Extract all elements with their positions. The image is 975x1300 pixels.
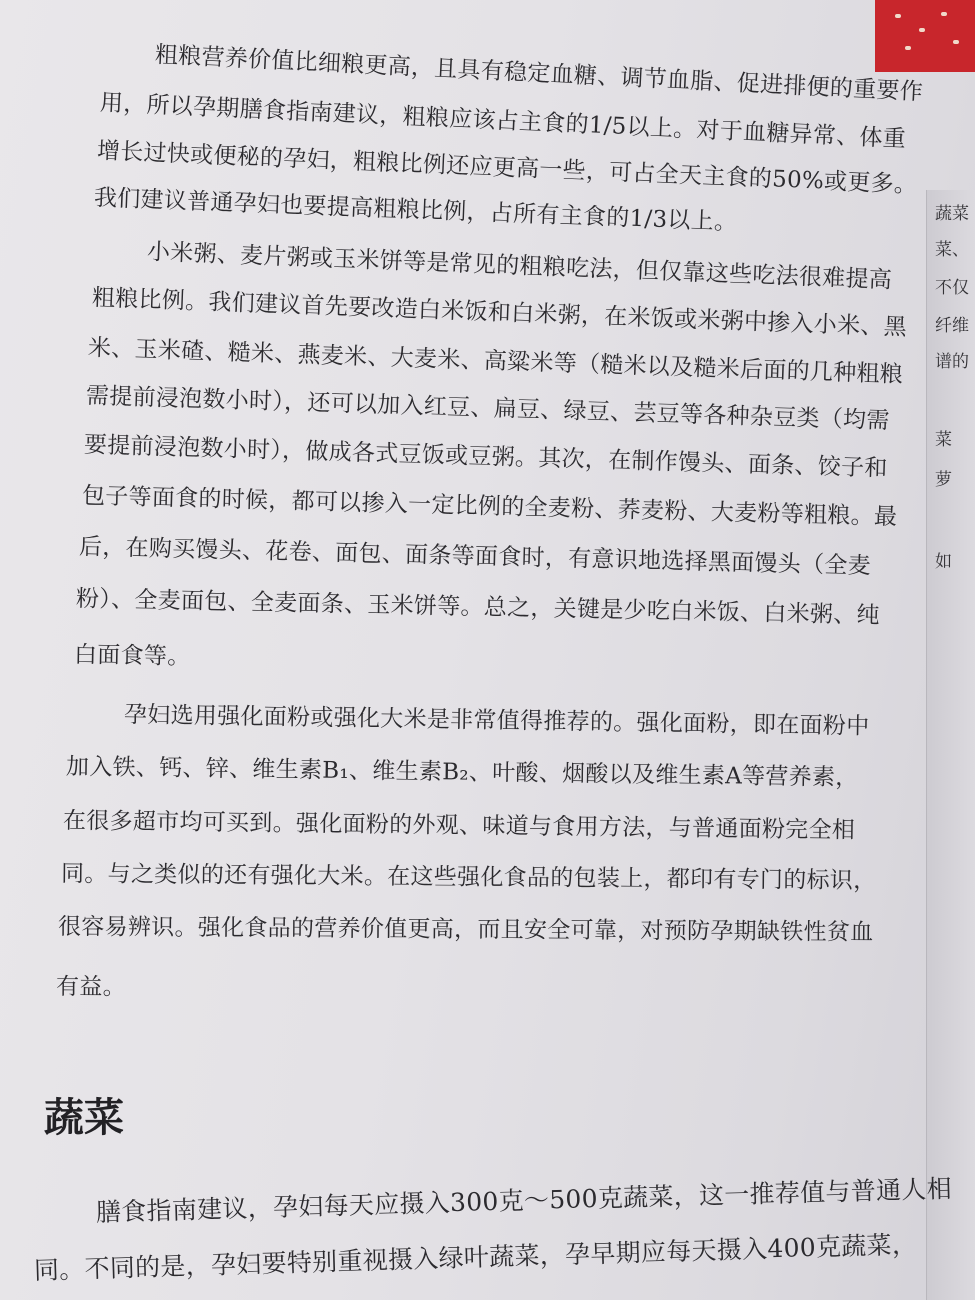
text-line: 粗粮比例。我们建议首先要改造白米饭和白米粥，在米饭或米粥中掺入小米、黑: [91, 285, 908, 341]
side-fragment: 纤维: [935, 316, 969, 336]
decoration-spot: [941, 12, 947, 16]
text-line: 加入铁、钙、锌、维生素B₁、维生素B₂、叶酸、烟酸以及维生素A等营养素，: [65, 754, 859, 792]
side-fragment: 蔬菜: [935, 204, 969, 224]
side-fragment: 萝: [935, 470, 952, 490]
section-heading-vegetables: 蔬菜: [44, 1095, 124, 1141]
text-line: 在很多超市均可买到。强化面粉的外观、味道与食用方法，与普通面粉完全相: [62, 808, 856, 844]
text-line: 很容易辨识。强化食品的营养价值更高，而且安全可靠，对预防孕期缺铁性贫血: [57, 914, 874, 946]
text-line: 粗粮营养价值比细粮更高，且具有稳定血糖、调节血脂、促进排便的重要作: [154, 42, 924, 106]
text-line: 膳食指南建议，孕妇每天应摄入300克～500克蔬菜，这一推荐值与普通人相: [95, 1174, 953, 1227]
text-line: 小米粥、麦片粥或玉米饼等是常见的粗粮吃法，但仅靠这些吃法很难提高: [146, 239, 893, 294]
text-line: 我们建议普通孕妇也要提高粗粮比例，占所有主食的1/3以上。: [93, 185, 738, 236]
text-line: 后，在购买馒头、花卷、面包、面条等面食时，有意识地选择黑面馒头（全麦: [78, 534, 872, 580]
text-line: 同。不同的是，孕妇要特别重视摄入绿叶蔬菜，孕早期应每天摄入400克蔬菜，: [33, 1229, 918, 1285]
text-line: 有益。: [55, 974, 126, 1001]
side-fragment: 菜、: [935, 240, 969, 260]
text-line: 需提前浸泡数小时），还可以加入红豆、扁豆、绿豆、芸豆等各种杂豆类（均需: [85, 383, 891, 435]
text-line: 增长过快或便秘的孕妇，粗粮比例还应更高一些，可占全天主食的50%或更多。: [96, 138, 918, 199]
adjacent-page-edge: [926, 190, 975, 1300]
text-line: 粉）、全麦面包、全麦面条、玉米饼等。总之，关键是少吃白米饭、白米粥、纯: [75, 586, 881, 629]
decoration-spot: [953, 40, 959, 44]
text-line: 同。与之类似的还有强化大米。在这些强化食品的包装上，都印有专门的标识，: [60, 861, 877, 895]
text-line: 要提前浸泡数小时），做成各式豆饭或豆粥。其次，在制作馒头、面条、饺子和: [83, 432, 889, 482]
side-fragment: 如: [935, 552, 952, 572]
text-line: 米、玉米碴、糙米、燕麦米、大麦米、高粱米等（糙米以及糙米后面的几种粗粮: [87, 335, 904, 389]
text-line: 用，所以孕期膳食指南建议，粗粮应该占主食的1/5以上。对于血糖异常、体重: [99, 90, 907, 153]
text-line: 白面食等。: [73, 642, 191, 671]
side-fragment: 谱的: [935, 352, 969, 372]
text-line: 孕妇选用强化面粉或强化大米是非常值得推荐的。强化面粉，即在面粉中: [123, 702, 870, 740]
side-fragment: 不仅: [935, 278, 969, 298]
side-fragment: 菜: [935, 430, 952, 450]
text-line: 包子等面食的时候，都可以掺入一定比例的全麦粉、荞麦粉、大麦粉等粗粮。最: [81, 483, 898, 531]
